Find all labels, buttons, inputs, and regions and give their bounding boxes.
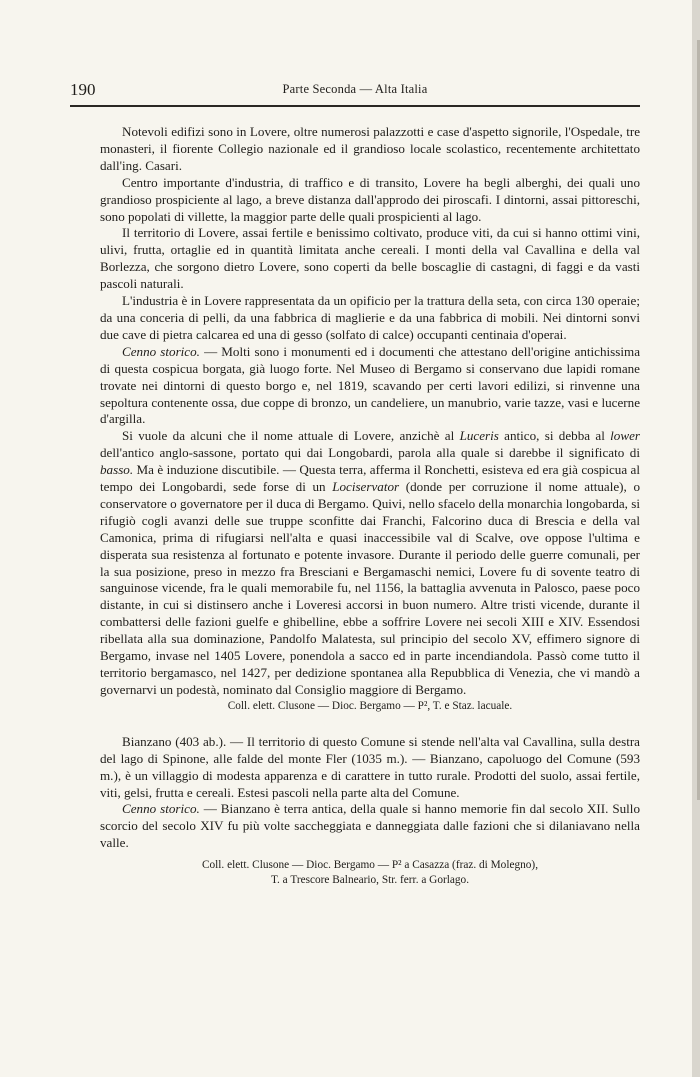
paragraph: L'industria è in Lovere rappresentata da un opificio per la trattura della seta, con circa 130 operaie; da una conceria di pelli, da una fabbrica di maglierie e da una fabbrica di mobili. Nei dintorni sonvi due cave di pietra calcarea ed una di gesso (solfato di calce) occupanti centinaia d'operai. bbox=[100, 293, 640, 342]
collegio-line: Coll. elett. Clusone — Dioc. Bergamo — P² a Casazza (fraz. di Molegno), T. a Trescore Balneario, Str. ferr. a Gorlago. bbox=[201, 859, 539, 887]
section-gap bbox=[100, 714, 640, 734]
paragraph: Notevoli edifizi sono in Lovere, oltre numerosi palazzotti e case d'aspetto signorile, l'Ospedale, tre monasteri, il fiorente Collegio nazionale ed il grandioso locale scolastico, recentemente architettato dall'ing. Casari. bbox=[100, 124, 640, 173]
section-label: Cenno storico. bbox=[122, 343, 200, 359]
collegio-line: Coll. elett. Clusone — Dioc. Bergamo — P², T. e Staz. lacuale. bbox=[227, 699, 513, 712]
page-body bbox=[100, 124, 640, 888]
paragraph-bianzano: Bianzano (403 ab.). — Il territorio di questo Comune si stende nell'alta val Cavallina, sulla destra del lago di Spinone, alle falde del monte Fler (1035 m.). — Bianzano, capoluogo del Comune (593 m.), è un villaggio di modesta apparenza e di carattere in tutto rurale. Prodotti del suolo, assai fertile, viti, gelsi, frutta e cereali. Estesi pascoli nella parte alta del Comune. bbox=[100, 733, 640, 800]
paragraph-history: Cenno storico. — Molti sono i monumenti ed i documenti che attestano dell'origine antichissima di questa cospicua borgata, già luogo forte. Nel Museo di Bergamo si conservano due lapidi romane trovate nei dintorni di questo borgo e, nel 1819, scavando per certi lavori edilizi, si rinvenne una sepoltura contenente ossa, due coppe di bronzo, un candeliere, un manubrio, varie tazze, vasi e lucerne d'argilla. bbox=[100, 343, 641, 427]
page-header bbox=[70, 80, 640, 102]
paragraph-name-origin: Si vuole da alcuni che il nome attuale di Lovere, anzichè al Luceris antico, si debba al lower dell'antico anglo-sassone, portato qui dai Longobardi, parola alla quale si darebbe il significato di basso. Ma è induzione discutibile. — Questa terra, afferma il Ronchetti, esisteva ed era già cospicua al tempo dei Longobardi, sede forse di un Lociservator (donde per corruzione il nome attuale), o conservatore o governatore per il duca di Bergamo. Quivi, nello sfacelo della monarchia longobarda, si rifugiò cogli avanzi delle sue truppe sconfitte dai Franchi, Falcorino duca di Brescia e della val Camonica, prima di rifugiarsi nell'alta e quasi inaccessibile val di Scalve, ove oppose l'ultima e disperata sua resistenza al fortunato e potente invasore. Durante il periodo delle guerre comunali, per la sua posizione, preso in mezzo fra Bresciani e Bergamaschi nemici, Lovere fu di sovente teatro di sanguinose vicende, fra le quali memorabile fu, nel 1156, la battaglia avvenuta in Palosco, paese poco distante, in cui si distinsero anche i Loveresi accorsi in buon numero. Altre tristi vicende, durante il combattersi delle fazioni guelfe e ghibelline, ebbe a soffrire Lovere nei secoli XIII e XIV. Essendosi ribellata alla sua dominazione, Pandolfo Malatesta, sul principio del secolo XV, effimero signore di Bergamo, invase nel 1405 Lovere, ponendola a sacco ed in parte incendiandola. Passò come tutto il territorio bergamasco, nel 1427, per dedizione spontanea alla Repubblica di Venezia, che vi mandò a governarvi un podestà, nominato dal Consiglio maggiore di Bergamo. bbox=[100, 428, 640, 697]
header-rule bbox=[70, 105, 640, 107]
running-head: Parte Seconda — Alta Italia bbox=[282, 82, 428, 96]
section-label: Cenno storico. bbox=[122, 801, 200, 817]
paragraph-history: Cenno storico. — Bianzano è terra antica, della quale si hanno memorie fin dal secolo XII. Sullo scorcio del secolo XIV fu più volte saccheggiata e danneggiata dalle fazioni che si dilaniavano nella valle. bbox=[100, 801, 640, 851]
paragraph: Il territorio di Lovere, assai fertile e benissimo coltivato, produce viti, da cui si hanno ottimi vini, ulivi, frutta, ortaglie ed in quantità limitata anche cereali. I monti della val Cavallina e della val Borlezza, che sorgono dietro Lovere, sono coperti da belle boscaglie di castagni, di faggi e da vasti pascoli naturali. bbox=[100, 225, 640, 292]
paragraph: Centro importante d'industria, di traffico e di transito, Lovere ha begli alberghi, dei quali uno grandioso prospiciente al lago, a breve distanza dall'approdo dei piroscafi. I dintorni, assai pittoreschi, sono popolati di villette, la maggior parte delle quali prospicienti al lago. bbox=[100, 174, 640, 224]
page-number: 190 bbox=[70, 80, 96, 99]
